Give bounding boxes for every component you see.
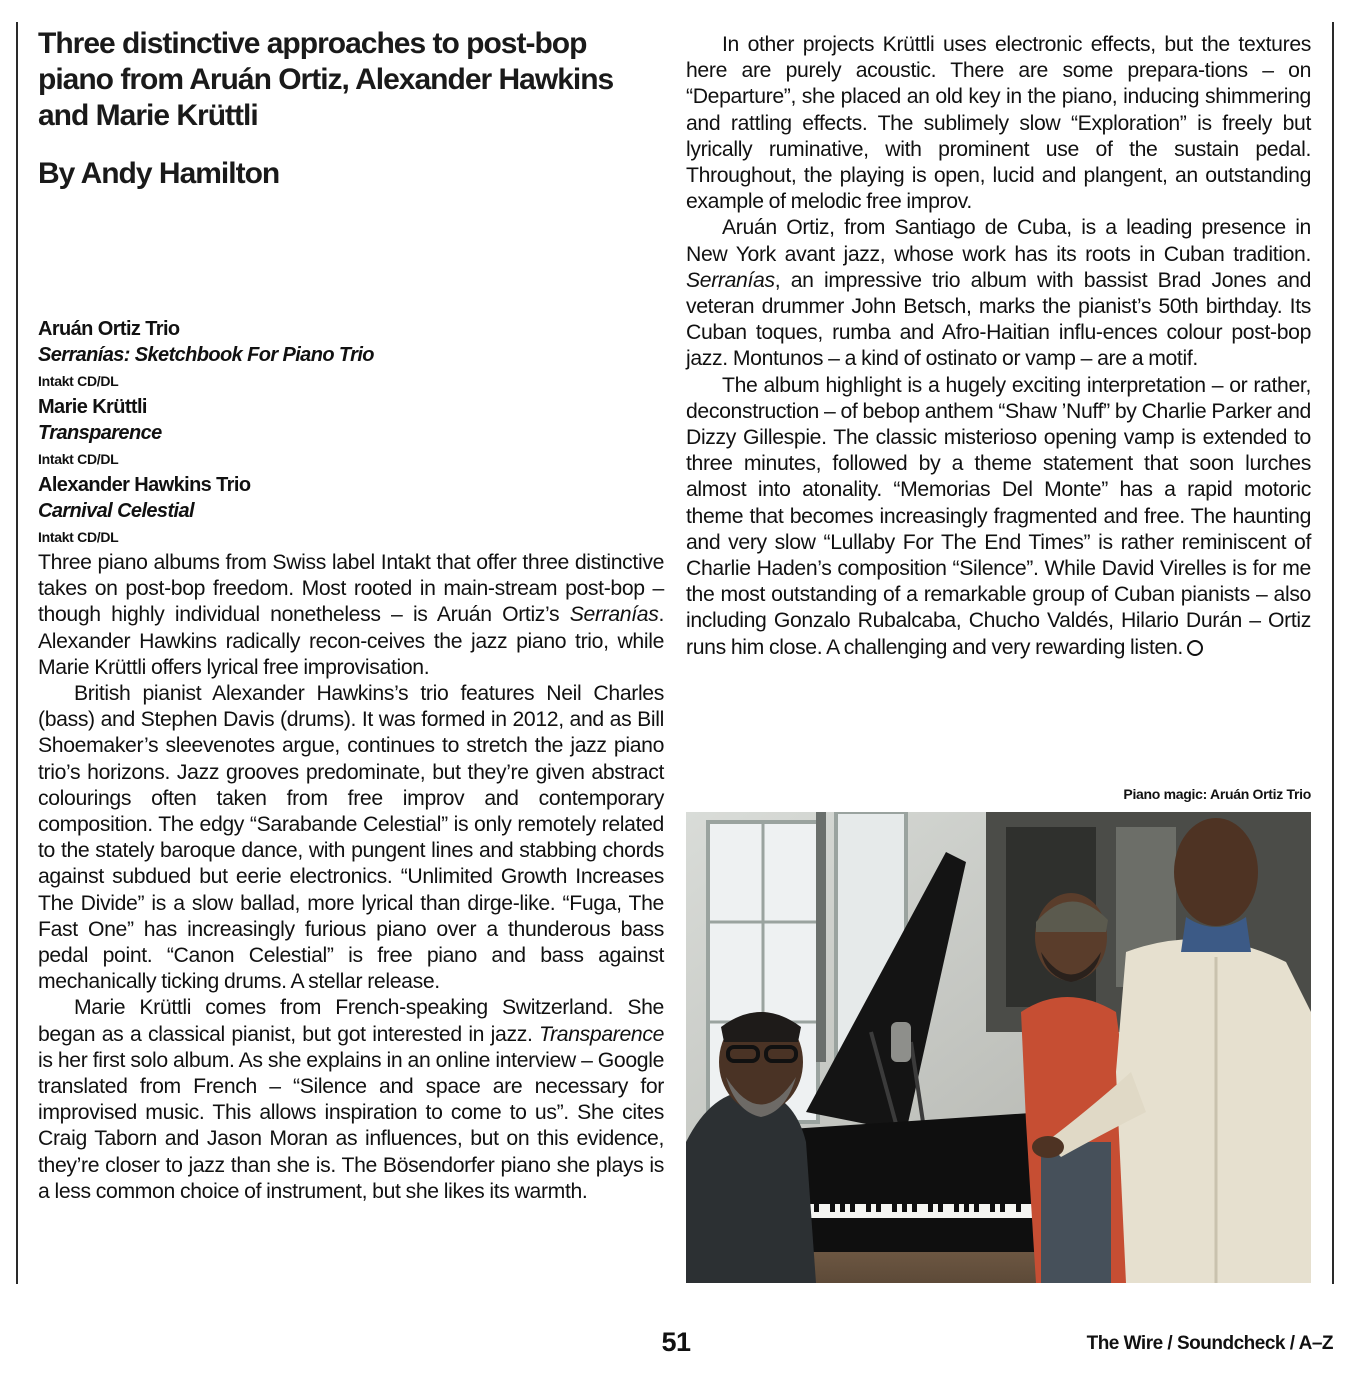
trio-photo-illustration: [686, 812, 1311, 1283]
record-title: Transparence: [38, 422, 162, 444]
text-run: Marie Krüttli comes from French-speaking Switzerland. She began as a classical pianist, but got interested in jazz.: [38, 996, 664, 1046]
text-run: . Alexander Hawkins radically recon-ceives the jazz piano trio, while Marie Krüttli offers lyrical free improvisation.: [38, 603, 664, 679]
photo-caption: Piano magic: Aruán Ortiz Trio: [1123, 786, 1311, 802]
record-title: Carnival Celestial: [38, 500, 194, 522]
record-label: Intakt CD/DL: [38, 529, 119, 545]
left-column: [38, 26, 664, 1205]
text-run: Three piano albums from Swiss label Intakt that offer three distinctive takes on post-bop freedom. Most rooted in main-stream post-bop – though highly individual nonetheless – is Aruán Ortiz’s: [38, 551, 664, 627]
record-label: Intakt CD/DL: [38, 373, 119, 389]
record-artist: Aruán Ortiz Trio: [38, 318, 180, 340]
body-paragraph: [686, 373, 1311, 661]
trio-photo: [686, 812, 1311, 1283]
right-column: [686, 32, 1311, 661]
left-column-rule: [16, 22, 18, 1284]
body-paragraph: [38, 995, 664, 1205]
record-artist: Alexander Hawkins Trio: [38, 474, 251, 496]
body-paragraph: [686, 215, 1311, 372]
record-list: [38, 316, 664, 550]
record-artist: Marie Krüttli: [38, 396, 147, 418]
record-entry: [38, 394, 664, 472]
text-run: Aruán Ortiz, from Santiago de Cuba, is a leading presence in New York avant jazz, whose work has its roots in Cuban tradition.: [686, 216, 1311, 266]
album-title-italic: Transparence: [539, 1022, 664, 1046]
page-number: 51: [661, 1327, 691, 1357]
text-run: The album highlight is a hugely exciting interpretation – or rather, deconstruction – of bebop anthem “Shaw ’Nuff” by Charlie Parker and Dizzy Gillespie. The classic misterioso opening vamp is extended to three minutes, followed by a theme statement that soon lurches almost into atonality. “Memorias Del Monte” has a rapid motoric theme that becomes increasingly fragmented and free. The haunting and very slow “Lullaby For The End Times” is rather reminiscent of Charlie Haden’s composition “Silence”. While David Virelles is for me the most outstanding of a remarkable group of Cuban pianists – also including Gonzalo Rubalcaba, Chucho Valdés, Hilario Durán – Ortiz runs him close. A challenging and very rewarding listen.: [686, 373, 1311, 659]
right-column-rule: [1332, 22, 1334, 1284]
record-entry: [38, 316, 664, 394]
album-title-italic: Serranías: [686, 268, 775, 292]
end-of-article-circle-icon: [1187, 640, 1203, 656]
footer-section-label: The Wire / Soundcheck / A–Z: [1086, 1333, 1333, 1354]
record-entry: [38, 472, 664, 550]
album-title-italic: Serranías: [569, 603, 659, 627]
body-paragraph: In other projects Krüttli uses electronic effects, but the textures here are purely acoustic. There are some prepara-tions – on “Departure”, she placed an old key in the piano, inducing shimmering and rattling effects. The sublimely slow “Exploration” is freely but lyrically ruminative, with prominent use of the sustain pedal. Throughout, the playing is open, lucid and plangent, an outstanding example of melodic free improv.: [686, 33, 1311, 214]
record-label: Intakt CD/DL: [38, 451, 119, 467]
record-title: Serranías: Sketchbook For Piano Trio: [38, 344, 374, 366]
body-paragraph: British pianist Alexander Hawkins’s trio features Neil Charles (bass) and Stephen Davis (drums). It was formed in 2012, and as Bill Shoemaker’s sleevenotes argue, continues to stretch the jazz piano trio’s horizons. Jazz grooves predominate, but they’re given abstract colourings often taken from free improv and contemporary composition. The edgy “Sarabande Celestial” is only remotely related to the stately baroque dance, with pungent lines and stabbing chords against subdued but eerie electronics. “Unlimited Growth Increases The Divide” is a slow ballad, more lyrical than dirge-like. “Fuga, The Fast One” has increasingly furious piano over a thunderous bass pedal point. “Canon Celestial” is free piano and bass against mechanically ticking drums. A stellar release.: [38, 682, 664, 994]
byline: By Andy Hamilton: [38, 157, 280, 190]
body-paragraph: [38, 550, 664, 681]
text-run: is her first solo album. As she explains in an online interview – Google translated from French – “Silence and space are necessary for improvised music. This allows inspiration to come to us”. She cites Craig Taborn and Jason Moran as influences, but on this evidence, they’re closer to jazz than she is. The Bösendorfer piano she plays is a less common choice of instrument, but she likes its warmth.: [38, 1048, 664, 1203]
headline: Three distinctive approaches to post-bop piano from Aruán Ortiz, Alexander Hawkins and Marie Krüttli: [38, 27, 614, 132]
text-run: , an impressive trio album with bassist Brad Jones and veteran drummer John Betsch, marks the pianist’s 50th birthday. Its Cuban toques, rumba and Afro-Haitian influ-ences colour post-bop jazz. Montunos – a kind of ostinato or vamp – are a motif.: [686, 268, 1311, 371]
